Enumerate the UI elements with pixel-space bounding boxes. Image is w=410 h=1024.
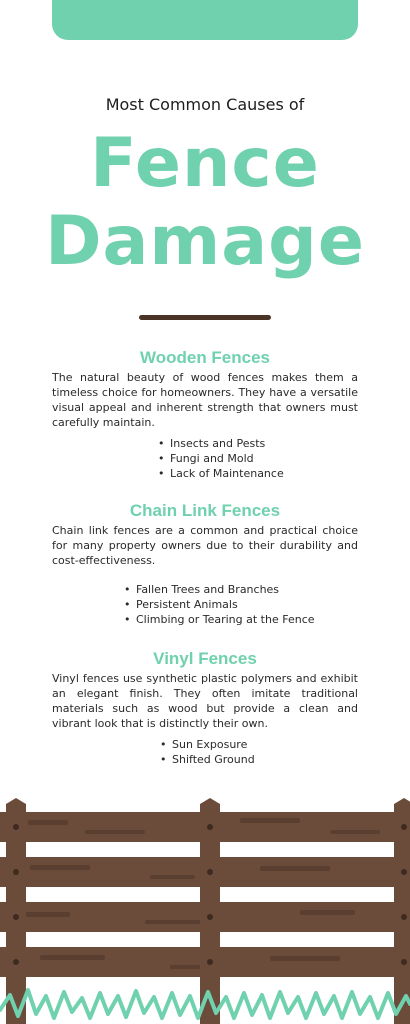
cause-list	[158, 436, 358, 481]
fence-illustration	[0, 790, 410, 1024]
list-item: • Shifted Ground	[160, 752, 358, 767]
section-description: Chain link fences are a common and practical choice for many property owners due to their durability and cost-effectiveness.	[52, 524, 358, 567]
list-item: • Persistent Animals	[124, 597, 358, 612]
list-item: • Lack of Maintenance	[158, 466, 358, 481]
page-title-line-1: Fence	[90, 124, 320, 203]
section-description: Vinyl fences use synthetic plastic polymers and exhibit an elegant finish. They often imitate traditional materials such as wood but provide a clean and vibrant look that is distinctly their own.	[52, 672, 358, 730]
page-title-line-2: Damage	[45, 202, 365, 281]
list-item: • Fallen Trees and Branches	[124, 582, 358, 597]
section-vinyl-fences	[52, 649, 358, 767]
section-title: Vinyl Fences	[153, 649, 257, 668]
section-title: Wooden Fences	[139, 348, 271, 367]
list-item: • Fungi and Mold	[158, 451, 358, 466]
title-divider	[139, 315, 271, 320]
list-item: • Insects and Pests	[158, 436, 358, 451]
section-wooden-fences	[52, 348, 358, 481]
page-subtitle: Most Common Causes of	[105, 95, 305, 114]
list-item: • Climbing or Tearing at the Fence	[124, 612, 358, 627]
cause-list	[160, 737, 358, 767]
section-title: Chain Link Fences	[129, 501, 281, 520]
list-item: • Sun Exposure	[160, 737, 358, 752]
section-description: The natural beauty of wood fences makes them a timeless choice for homeowners. They have a versatile visual appeal and inherent strength that owners must carefully maintain.	[52, 371, 358, 429]
section-chain-link-fences	[52, 501, 358, 627]
cause-list	[124, 582, 358, 627]
top-banner-tab	[52, 0, 358, 40]
